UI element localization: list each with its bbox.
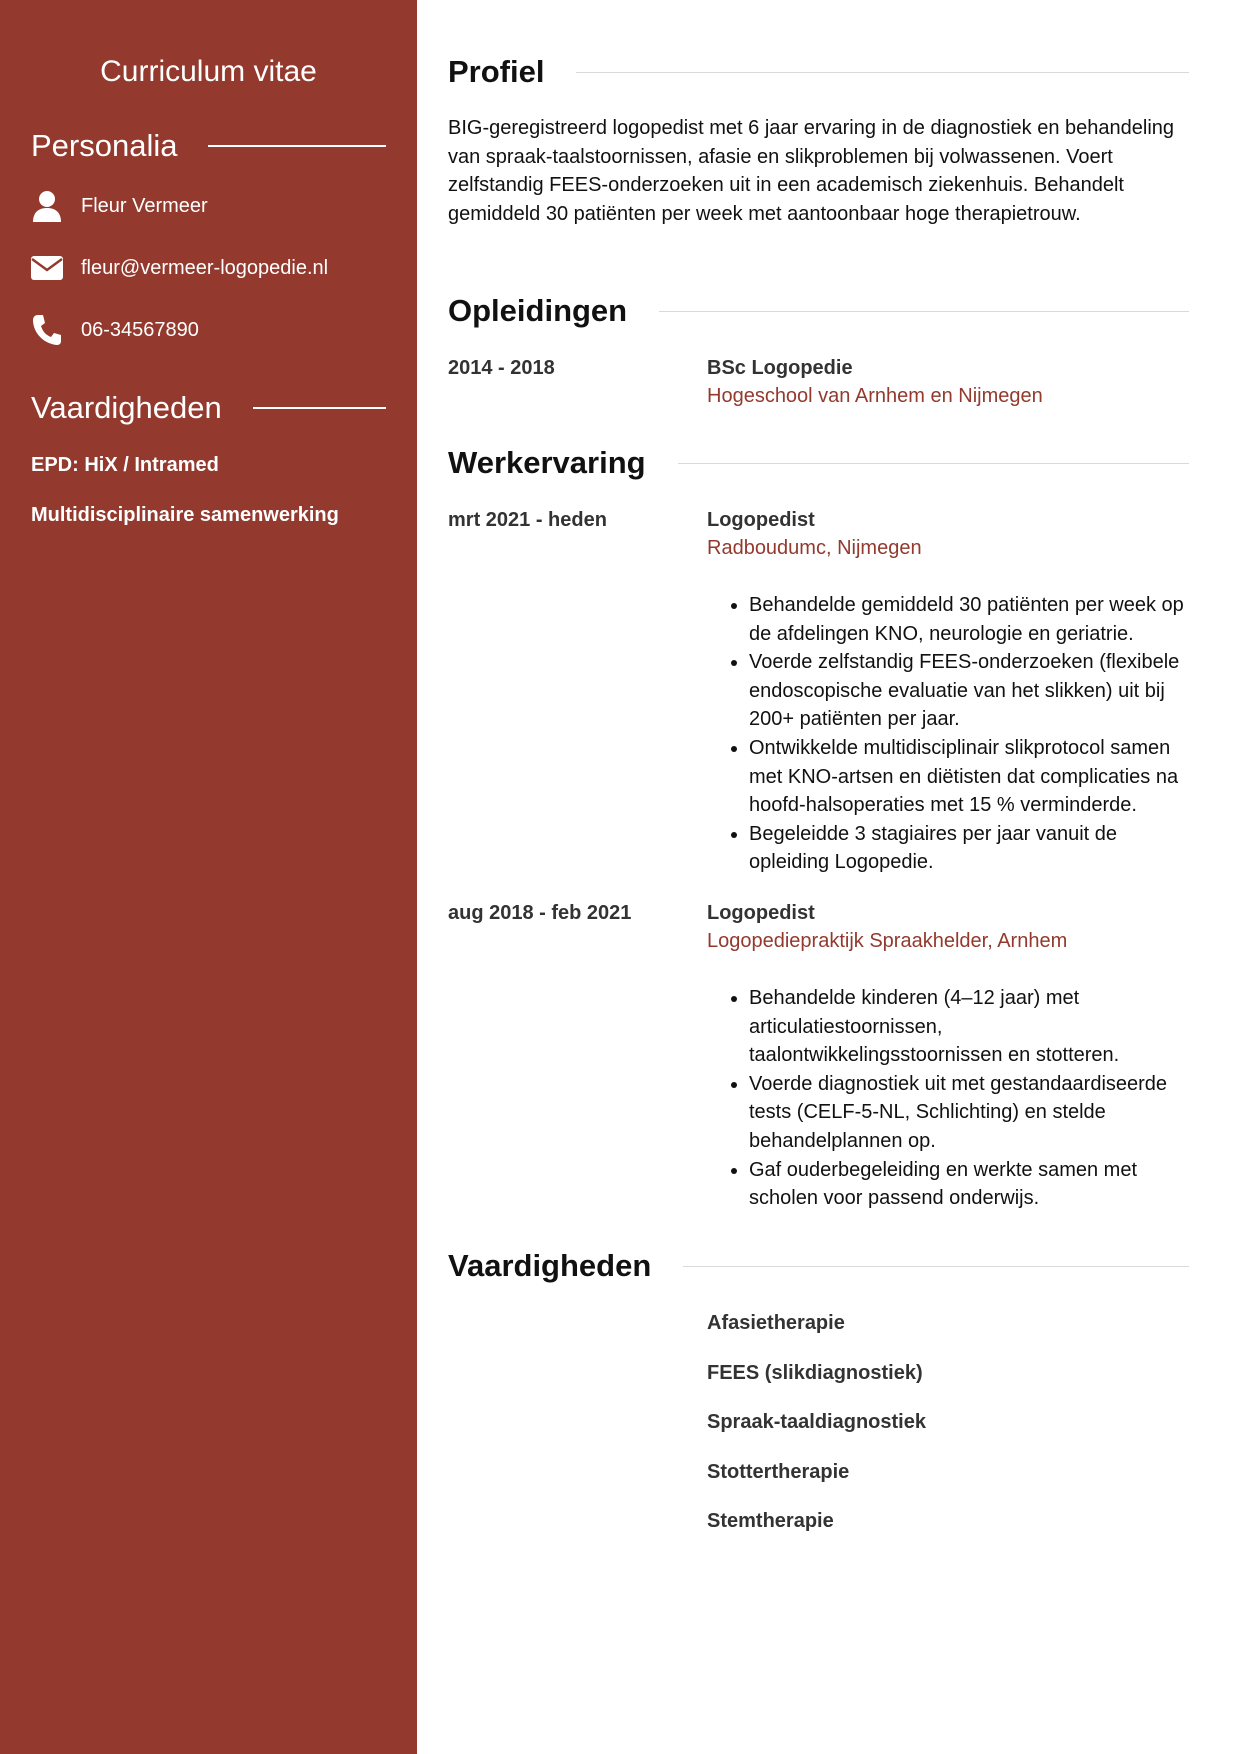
sidebar-skill-item: Multidisciplinaire samenwerking [31,504,339,526]
experience-heading [448,443,1189,483]
job-bullet: • Voerde diagnostiek uit met gestandaardiseerde tests (CELF-5-NL, Schlichting) en stelde behandelplannen op. [749,1070,1189,1156]
sidebar [0,0,417,1754]
profile-divider [576,72,1189,73]
skill-item: FEES (slikdiagnostiek) [707,1362,923,1384]
personalia-heading [31,126,386,166]
education-heading [448,291,1189,331]
skills-divider [683,1266,1189,1267]
job-bullet: • Behandelde kinderen (4–12 jaar) met articulatiestoornissen, taalontwikkelingsstoornissen en stotteren. [749,984,1189,1070]
skills-heading [448,1246,1189,1286]
job-dates: mrt 2021 - heden [448,509,607,531]
skill-item: Stottertherapie [707,1461,850,1483]
contact-phone [31,314,199,346]
profile-heading-label: Profiel [448,54,545,89]
contact-phone-text[interactable]: 06-34567890 [81,319,199,341]
job-bullet: • Ontwikkelde multidisciplinair slikprotocol samen met KNO-artsen en diëtisten dat complicaties na hoofd-halsoperaties met 15 % verminderde. [749,734,1189,820]
job-dates: aug 2018 - feb 2021 [448,902,632,924]
sidebar-skills-heading [31,388,386,428]
profile-text: BIG-geregistreerd logopedist met 6 jaar ervaring in de diagnostiek en behandeling van spraak-taalstoornissen, afasie en slikproblemen bij volwassenen. Voert zelfstandig FEES-onderzoeken uit in een academisch ziekenhuis. Behandelt gemiddeld 30 patiënten per week met aantoonbaar hoge therapietrouw. [448,117,1175,225]
profile-heading [448,52,1189,92]
education-divider [659,311,1189,312]
job-bullet-list [707,591,1189,877]
job-bullet: • Voerde zelfstandig FEES-onderzoeken (flexibele endoscopische evaluatie van het slikken) uit bij 200+ patiënten per jaar. [749,648,1189,734]
job-role: Logopedist [707,902,815,924]
education-school: Hogeschool van Arnhem en Nijmegen [707,385,1043,407]
job-bullet: • Behandelde gemiddeld 30 patiënten per week op de afdelingen KNO, neurologie en geriatrie. [749,591,1189,648]
education-dates: 2014 - 2018 [448,357,555,379]
experience-heading-label: Werkervaring [448,445,646,480]
education-heading-label: Opleidingen [448,293,628,328]
skill-item: Spraak-taaldiagnostiek [707,1411,926,1433]
personalia-divider [208,145,386,147]
phone-icon [31,314,63,346]
job-role: Logopedist [707,509,815,531]
person-icon [31,190,63,222]
skill-item: Afasietherapie [707,1312,845,1334]
job-bullet: • Begeleidde 3 stagiaires per jaar vanuit de opleiding Logopedie. [749,820,1189,877]
contact-email-text[interactable]: fleur@vermeer-logopedie.nl [81,257,329,279]
job-bullet-list [707,984,1189,1213]
sidebar-skill-item: EPD: HiX / Intramed [31,454,219,476]
job-organization: Logopediepraktijk Spraakhelder, Arnhem [707,930,1068,952]
envelope-icon [31,252,63,284]
skills-heading-label: Vaardigheden [448,1248,652,1283]
cv-title: Curriculum vitae [100,55,317,88]
sidebar-skills-divider [253,407,386,409]
job-bullet: • Gaf ouderbegeleiding en werkte samen met scholen voor passend onderwijs. [749,1156,1189,1213]
education-degree: BSc Logopedie [707,357,853,379]
contact-name [31,190,208,222]
sidebar-skills-heading-label: Vaardigheden [31,390,222,425]
contact-name-text: Fleur Vermeer [81,195,208,217]
experience-divider [678,463,1189,464]
skill-item: Stemtherapie [707,1510,834,1532]
contact-email [31,252,328,284]
personalia-heading-label: Personalia [31,128,178,163]
job-organization: Radboudumc, Nijmegen [707,537,922,559]
